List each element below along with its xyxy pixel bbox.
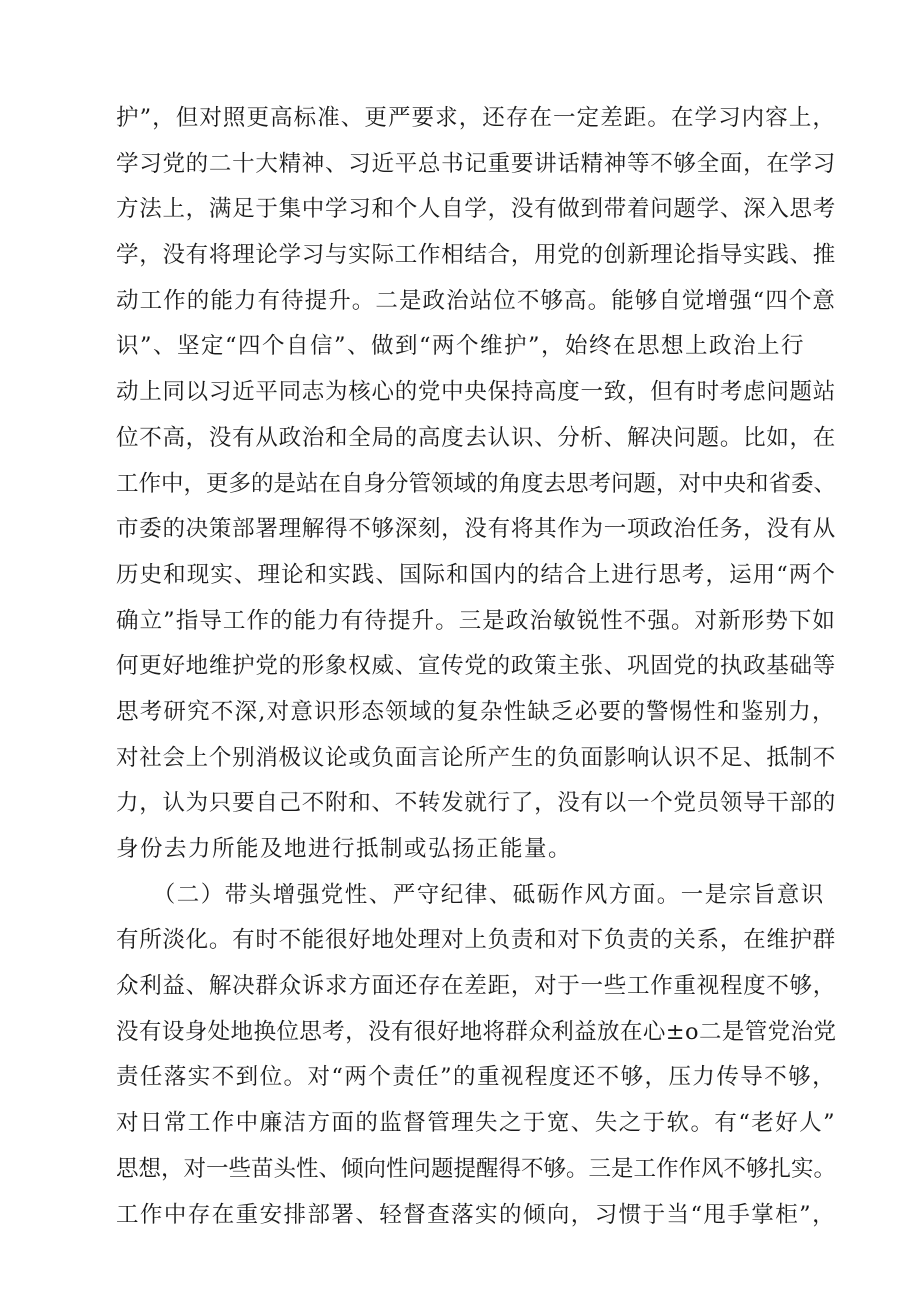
text-line: 思想，对一些苗头性、倾向性问题提醒得不够。三是工作作风不够扎实。	[116, 1155, 837, 1182]
text-line: 动上同以习近平同志为核心的党中央保持高度一致，但有时考虑问题站	[116, 379, 837, 406]
text-line: 对日常工作中廉洁方面的监督管理失之于宽、失之于软。有“老好人”	[116, 1110, 837, 1137]
text-line: 何更好地维护党的形象权威、宣传党的政策主张、巩固党的执政基础等	[116, 653, 837, 680]
text-line: 学，没有将理论学习与实际工作相结合，用党的创新理论指导实践、推	[116, 242, 837, 269]
text-line: 识”、坚定“四个自信”、做到“两个维护”，始终在思想上政治上行	[116, 333, 806, 360]
text-line: 位不高，没有从政治和全局的高度去认识、分析、解决问题。比如，在	[116, 424, 837, 451]
text-line: 对社会上个别消极议论或负面言论所产生的负面影响认识不足、抵制不	[116, 744, 837, 771]
body-text	[116, 96, 836, 1238]
text-line: 身份去力所能及地进行抵制或弘扬正能量。	[116, 836, 573, 862]
text-line: 市委的决策部署理解得不够深刻，没有将其作为一项政治任务，没有从	[116, 516, 837, 543]
text-line: 没有设身处地换位思考，没有很好地将群众利益放在心±o二是管党治党	[116, 1018, 837, 1045]
text-line: 有所淡化。有时不能很好地处理对上负责和对下负责的关系，在维护群	[116, 927, 837, 954]
text-line: 护”，但对照更高标准、更严要求，还存在一定差距。在学习内容上，	[116, 105, 837, 131]
text-line: 工作中，更多的是站在自身分管领域的角度去思考问题，对中央和省委、	[116, 470, 837, 497]
text-line: 思考研究不深,对意识形态领域的复杂性缺乏必要的警惕性和鉴别力，	[116, 698, 836, 725]
text-line: 历史和现实、理论和实践、国际和国内的结合上进行思考，运用“两个	[116, 561, 837, 588]
text-line: 众利益、解决群众诉求方面还存在差距，对于一些工作重视程度不够，	[116, 973, 837, 1000]
text-line: 学习党的二十大精神、习近平总书记重要讲话精神等不够全面，在学习	[116, 150, 837, 177]
text-line: 动工作的能力有待提升。二是政治站位不够高。能够自觉增强“四个意	[116, 287, 837, 314]
text-line: 责任落实不到位。对“两个责任”的重视程度还不够，压力传导不够，	[116, 1064, 837, 1091]
text-line: 方法上，满足于集中学习和个人自学，没有做到带着问题学、深入思考	[116, 196, 837, 223]
text-line: 力，认为只要自己不附和、不转发就行了，没有以一个党员领导干部的	[116, 790, 837, 817]
text-line: （二）带头增强党性、严守纪律、砥砺作风方面。一是宗旨意识	[116, 881, 825, 908]
text-line: 确立”指导工作的能力有待提升。三是政治敏锐性不强。对新形势下如	[116, 607, 837, 634]
text-line: 工作中存在重安排部署、轻督查落实的倾向，习惯于当“甩手掌柜”，	[116, 1201, 837, 1228]
